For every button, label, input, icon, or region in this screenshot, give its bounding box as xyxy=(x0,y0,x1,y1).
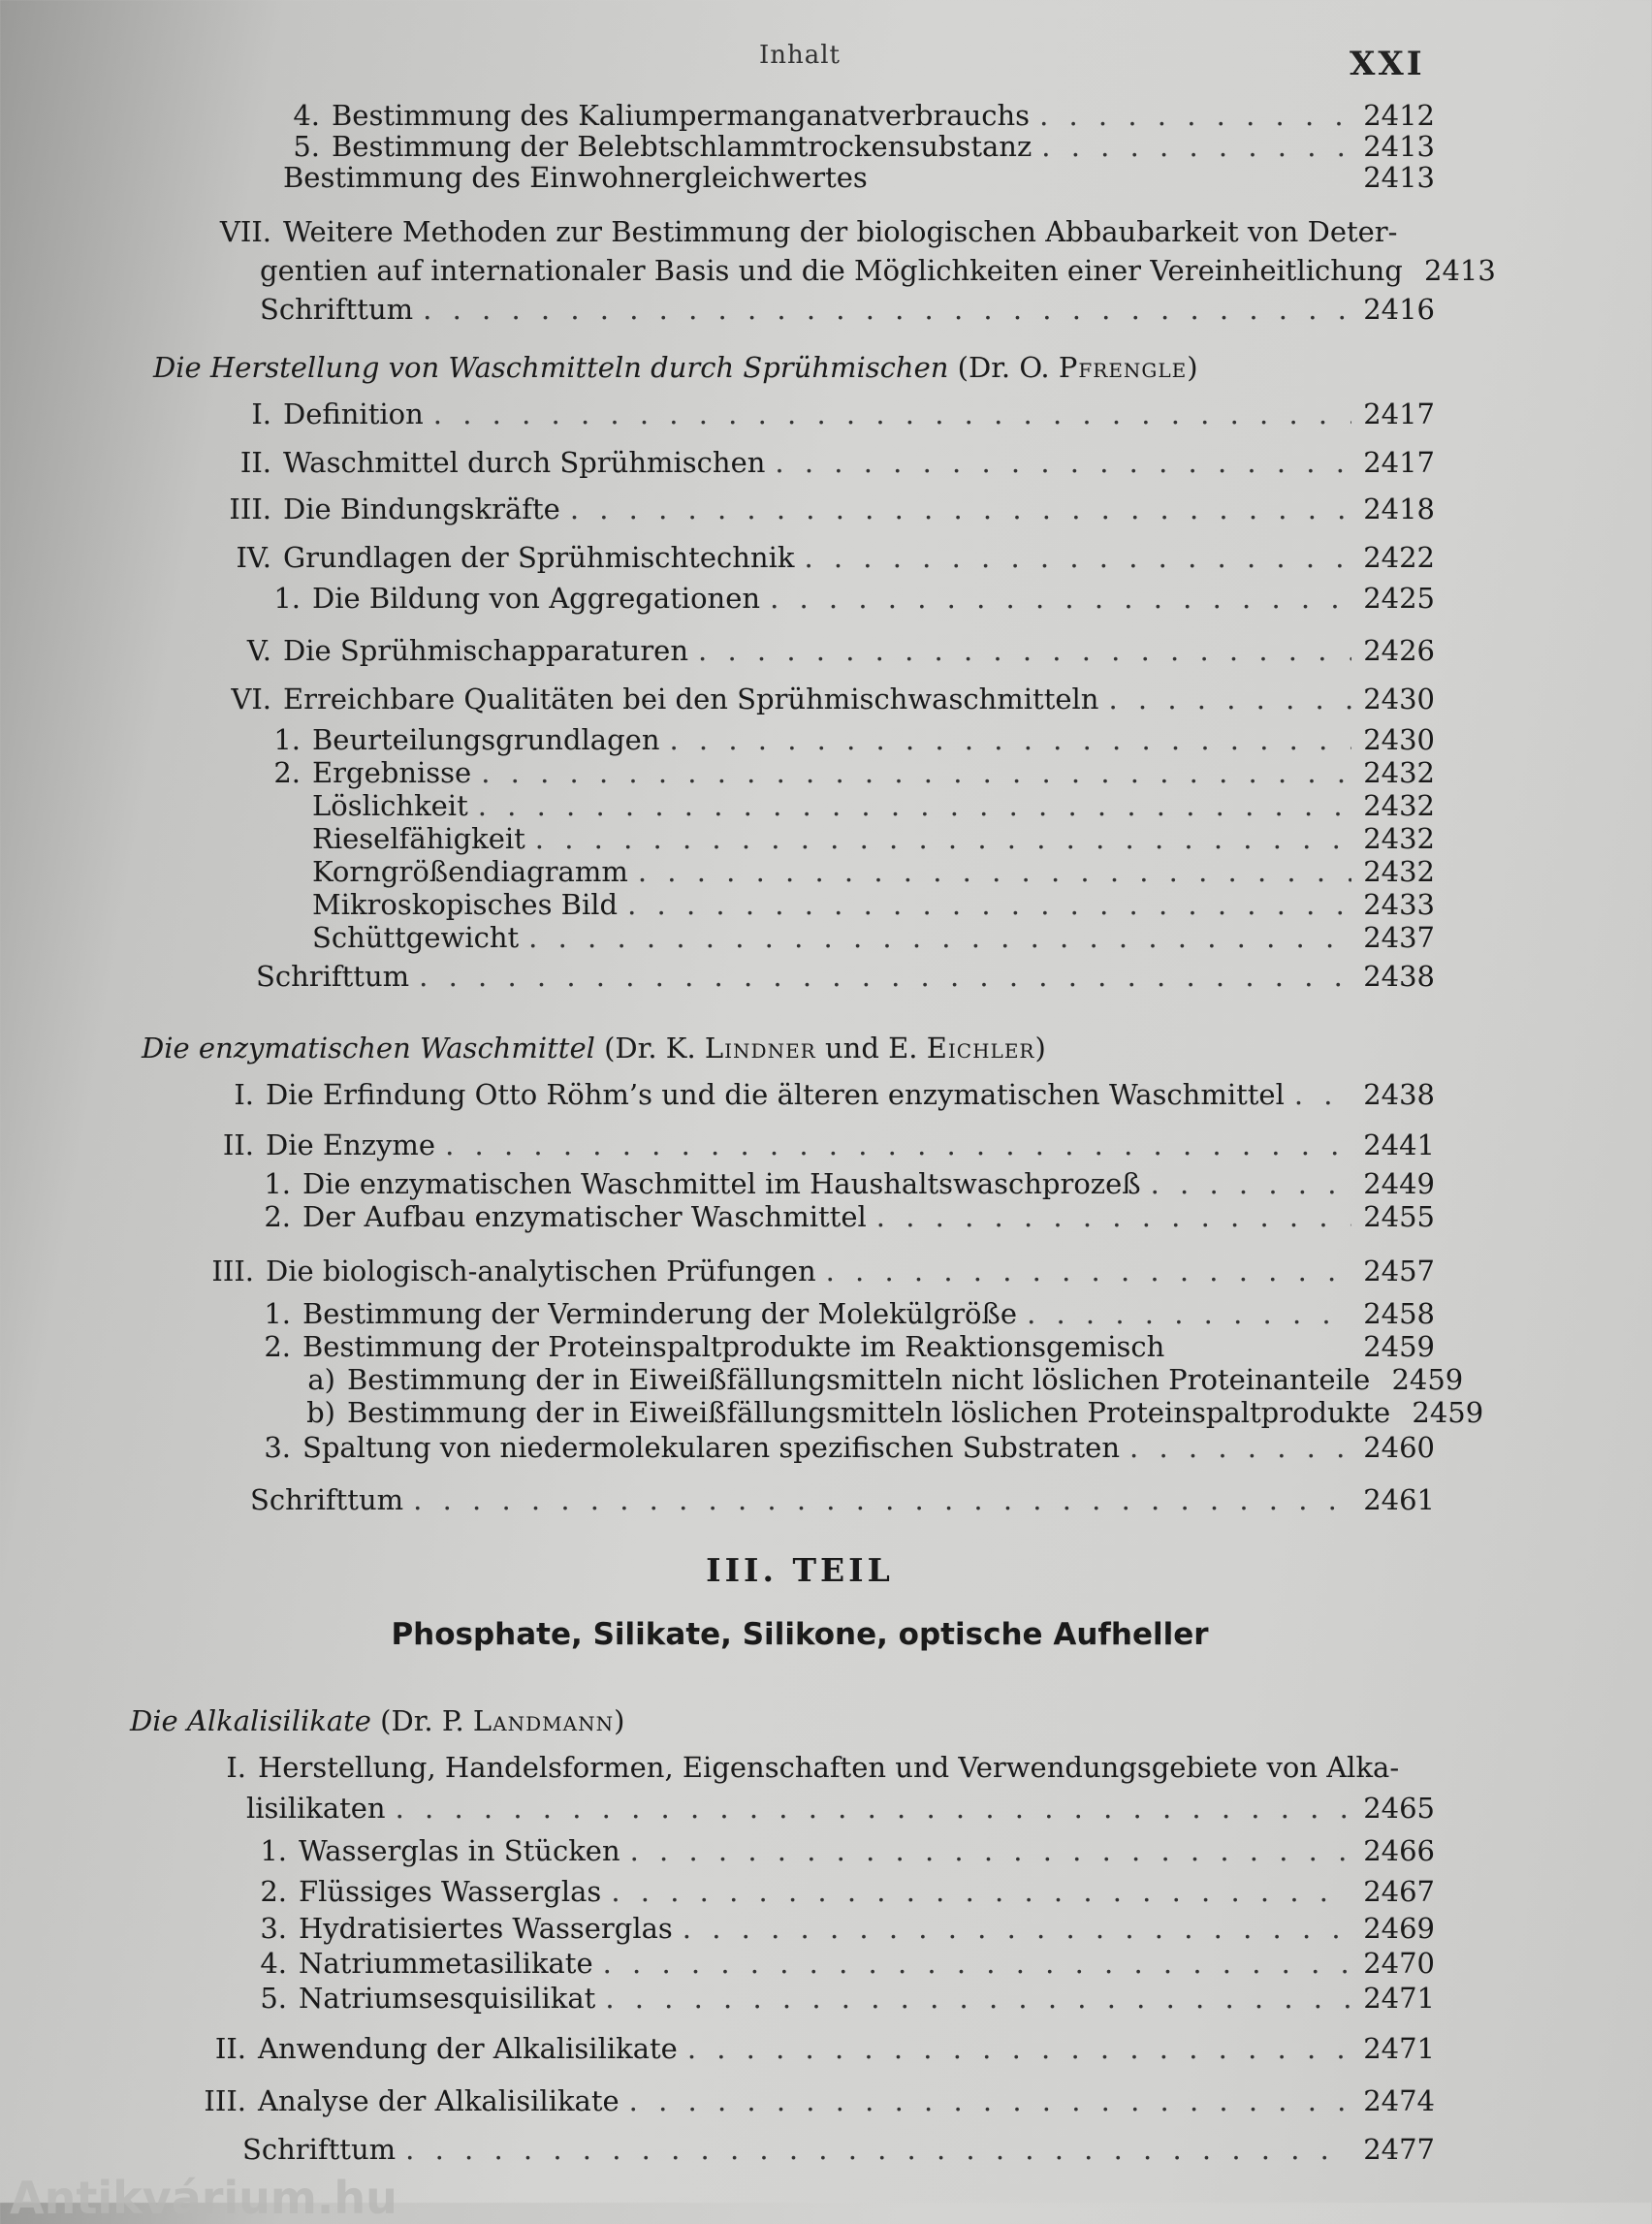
toc-entry-text: Der Aufbau enzymatischer Waschmittel xyxy=(302,1200,867,1233)
toc-entry-page: 2459 xyxy=(1391,1363,1464,1396)
toc-entry-text: Die Bildung von Aggregationen xyxy=(312,582,761,615)
toc-entry xyxy=(260,789,1435,822)
running-header-title: Inhalt xyxy=(758,41,842,70)
toc-entry-text: Beurteilungsgrundlagen xyxy=(312,723,660,756)
toc-entry-text: Mikroskopisches Bild xyxy=(312,888,619,921)
toc-entry-text: Schrifttum xyxy=(242,2133,397,2166)
toc-entry xyxy=(194,634,1435,667)
toc-entry xyxy=(250,1431,1435,1464)
toc-entry-page: 2466 xyxy=(1363,1834,1435,1867)
leader-dots xyxy=(481,756,1351,789)
part-subheading: Phosphate, Silikate, Silikone, optische Aufheller xyxy=(391,1617,1209,1652)
toc-entry xyxy=(246,1912,1435,1945)
toc-entry xyxy=(250,1200,1435,1233)
leader-dots xyxy=(413,1483,1351,1516)
author-name: Lindner xyxy=(704,1032,816,1064)
toc-entry-page: 2416 xyxy=(1363,293,1435,326)
toc-entry-text: Spaltung von niedermolekularen spezifischen Substraten xyxy=(302,1431,1121,1464)
toc-entry xyxy=(198,1751,1435,1784)
toc-entry xyxy=(184,1255,1435,1287)
toc-entry-number: VI. xyxy=(231,683,271,715)
page-number-roman: XXI xyxy=(1350,45,1425,83)
toc-entry-page: 2426 xyxy=(1363,634,1435,667)
leader-dots xyxy=(1151,1167,1351,1200)
leader-dots xyxy=(683,1912,1351,1945)
toc-entry xyxy=(260,822,1435,855)
toc-entry-number: V. xyxy=(246,634,271,667)
toc-entry-text: Die Erfindung Otto Röhm’s und die älteren enzymatischen Waschmittel xyxy=(266,1078,1285,1111)
toc-entry-number: 4. xyxy=(293,99,320,132)
author-mid: und E. xyxy=(824,1032,918,1064)
toc-entry-page: 2469 xyxy=(1363,1912,1435,1945)
toc-entry-page: 2470 xyxy=(1363,1947,1435,1980)
toc-entry-number: III. xyxy=(204,2084,246,2117)
toc-entry-text: Die biologisch-analytischen Prüfungen xyxy=(266,1255,816,1287)
toc-entry-number: II. xyxy=(222,1128,254,1161)
toc-entry-page: 2461 xyxy=(1363,1483,1435,1516)
toc-entry xyxy=(184,1128,1435,1161)
leader-dots xyxy=(826,1255,1351,1287)
toc-entry xyxy=(194,541,1435,574)
section-heading xyxy=(130,1704,624,1737)
toc-entry-number: I. xyxy=(251,397,271,430)
section-title: Die enzymatischen Waschmittel xyxy=(142,1032,595,1064)
toc-entry-number: I. xyxy=(226,1751,246,1784)
toc-entry-text: Schrifttum xyxy=(250,1483,404,1516)
author-name: Pfrengle xyxy=(1058,351,1188,384)
toc-entry xyxy=(246,1982,1435,2015)
toc-entry-text: Hydratisiertes Wasserglas xyxy=(299,1912,673,1945)
toc-entry-page: 2413 xyxy=(1424,254,1496,287)
toc-entry-text: Bestimmung der in Eiweißfällungsmitteln nicht löslichen Proteinanteile xyxy=(347,1363,1371,1396)
toc-entry-page: 2438 xyxy=(1363,960,1435,993)
toc-entry-page: 2433 xyxy=(1363,888,1435,921)
author-suffix: ) xyxy=(614,1704,625,1737)
author-prefix: (Dr. O. xyxy=(957,351,1050,384)
toc-entry-text: Schüttgewicht xyxy=(312,921,520,954)
author-suffix: ) xyxy=(1187,351,1198,384)
section-title: Die Alkalisilikate xyxy=(130,1704,371,1737)
toc-entry-number: b) xyxy=(306,1396,335,1429)
toc-entry xyxy=(260,254,1496,287)
toc-entry-number: 5. xyxy=(260,1982,287,2015)
toc-entry-page: 2418 xyxy=(1363,492,1435,525)
toc-entry-text: Grundlagen der Sprühmischtechnik xyxy=(283,541,795,574)
leader-dots xyxy=(1039,99,1351,132)
author-name: Landmann xyxy=(472,1704,615,1737)
toc-entry-number: 1. xyxy=(260,1834,287,1867)
toc-entry xyxy=(260,921,1435,954)
toc-entry-page: 2417 xyxy=(1363,397,1435,430)
leader-dots xyxy=(611,1875,1351,1908)
toc-entry-page: 2413 xyxy=(1363,161,1435,194)
toc-entry-number: 1. xyxy=(273,723,301,756)
author-suffix: ) xyxy=(1034,1032,1046,1064)
toc-entry-text: gentien auf internationaler Basis und die Möglichkeiten einer Vereinheitlichung xyxy=(260,254,1403,287)
toc-entry xyxy=(194,446,1435,479)
toc-entry-page: 2460 xyxy=(1363,1431,1435,1464)
toc-entry-number: a) xyxy=(307,1363,335,1396)
toc-entry xyxy=(256,960,1435,993)
leader-dots xyxy=(629,2084,1351,2117)
part-heading: III. TEIL xyxy=(706,1551,894,1589)
leader-dots xyxy=(670,723,1352,756)
leader-dots xyxy=(876,1200,1351,1233)
leader-dots xyxy=(1129,1431,1351,1464)
toc-entry xyxy=(260,723,1435,756)
toc-entry-text: Korngrößendiagramm xyxy=(312,855,628,888)
section-heading xyxy=(142,1032,1046,1064)
section-title: Die Herstellung von Waschmitteln durch Sprühmischen xyxy=(153,351,949,384)
toc-entry-page: 2471 xyxy=(1363,1982,1435,2015)
toc-entry-text: Analyse der Alkalisilikate xyxy=(258,2084,620,2117)
toc-entry-page: 2458 xyxy=(1363,1297,1435,1330)
toc-entry xyxy=(260,888,1435,921)
toc-entry-text: Definition xyxy=(283,397,424,430)
leader-dots xyxy=(687,2032,1351,2065)
toc-entry-text: Weitere Methoden zur Bestimmung der biologischen Abbaubarkeit von Deter- xyxy=(283,215,1398,248)
toc-entry-page: 2474 xyxy=(1363,2084,1435,2117)
leader-dots xyxy=(638,855,1351,888)
toc-entry-page: 2457 xyxy=(1363,1255,1435,1287)
toc-entry-text: Bestimmung der in Eiweißfällungsmitteln löslichen Proteinspaltprodukte xyxy=(347,1396,1391,1429)
toc-entry xyxy=(250,1167,1435,1200)
leader-dots xyxy=(1294,1078,1351,1111)
toc-entry-text: Bestimmung des Kaliumpermanganatverbrauchs xyxy=(332,99,1031,132)
toc-entry-text: Bestimmung der Proteinspaltprodukte im Reaktionsgemisch xyxy=(302,1330,1165,1363)
toc-entry xyxy=(194,492,1435,525)
leader-dots xyxy=(775,446,1351,479)
toc-entry xyxy=(175,2032,1435,2065)
leader-dots xyxy=(804,541,1351,574)
leader-dots xyxy=(478,789,1351,822)
toc-entry-text: Erreichbare Qualitäten bei den Sprühmischwaschmitteln xyxy=(283,683,1099,715)
leader-dots xyxy=(570,492,1351,525)
leader-dots xyxy=(405,2133,1351,2166)
toc-entry-text: Die enzymatischen Waschmittel im Haushaltswaschprozeß xyxy=(302,1167,1141,1200)
toc-entry-text: Löslichkeit xyxy=(312,789,468,822)
leader-dots xyxy=(1108,683,1351,715)
watermark: Antikvárium.hu xyxy=(10,2172,397,2224)
toc-entry-page: 2441 xyxy=(1363,1128,1435,1161)
toc-entry-text: Flüssiges Wasserglas xyxy=(299,1875,602,1908)
leader-dots xyxy=(433,397,1351,430)
toc-entry-page: 2432 xyxy=(1363,855,1435,888)
toc-entry xyxy=(194,397,1435,430)
toc-entry xyxy=(260,582,1435,615)
toc-entry-number: 4. xyxy=(260,1947,287,1980)
toc-entry-page: 2432 xyxy=(1363,822,1435,855)
toc-entry xyxy=(295,1396,1484,1429)
toc-entry-text: Ergebnisse xyxy=(312,756,472,789)
toc-entry-text: Natriumsesquisilikat xyxy=(299,1982,596,2015)
toc-entry-number: 1. xyxy=(264,1297,291,1330)
toc-entry xyxy=(260,855,1435,888)
leader-dots xyxy=(419,960,1351,993)
toc-entry xyxy=(175,215,1435,248)
toc-entry-text: Die Sprühmischapparaturen xyxy=(283,634,689,667)
leader-dots xyxy=(630,1834,1351,1867)
leader-dots xyxy=(627,888,1351,921)
toc-entry-text: Herstellung, Handelsformen, Eigenschaften und Verwendungsgebiete von Alka- xyxy=(258,1751,1400,1784)
leader-dots xyxy=(445,1128,1351,1161)
leader-dots xyxy=(603,1947,1351,1980)
toc-entry-number: VII. xyxy=(219,215,271,248)
toc-entry-page: 2432 xyxy=(1363,756,1435,789)
toc-entry-number: III. xyxy=(211,1255,254,1287)
leader-dots xyxy=(605,1982,1351,2015)
toc-entry-page: 2432 xyxy=(1363,789,1435,822)
toc-entry-number: II. xyxy=(214,2032,246,2065)
toc-entry-text: Bestimmung des Einwohnergleichwertes xyxy=(283,161,868,194)
leader-dots xyxy=(396,1792,1351,1825)
toc-entry-number: II. xyxy=(239,446,271,479)
toc-entry-page: 2412 xyxy=(1363,99,1435,132)
toc-entry xyxy=(250,1483,1435,1516)
toc-entry-number: 2. xyxy=(273,756,301,789)
toc-entry xyxy=(184,1078,1435,1111)
toc-entry xyxy=(223,130,1435,163)
toc-entry-number: III. xyxy=(229,492,271,525)
toc-entry xyxy=(246,1947,1435,1980)
toc-entry-page: 2425 xyxy=(1363,582,1435,615)
toc-entry-number: 2. xyxy=(264,1330,291,1363)
toc-entry-text: Wasserglas in Stücken xyxy=(299,1834,620,1867)
toc-entry-page: 2437 xyxy=(1363,921,1435,954)
toc-entry-text: Schrifttum xyxy=(256,960,410,993)
toc-entry xyxy=(223,99,1435,132)
toc-entry-page: 2477 xyxy=(1363,2133,1435,2166)
toc-entry-number: 2. xyxy=(260,1875,287,1908)
toc-entry-text: Waschmittel durch Sprühmischen xyxy=(283,446,766,479)
toc-entry-page: 2417 xyxy=(1363,446,1435,479)
toc-entry-number: 2. xyxy=(264,1200,291,1233)
author-prefix: (Dr. K. xyxy=(604,1032,696,1064)
toc-entry-number: 1. xyxy=(264,1167,291,1200)
toc-entry-number: I. xyxy=(234,1078,254,1111)
leader-dots xyxy=(528,921,1351,954)
toc-entry xyxy=(165,2084,1435,2117)
author-prefix: (Dr. P. xyxy=(380,1704,464,1737)
leader-dots xyxy=(423,293,1351,326)
toc-entry xyxy=(246,1875,1435,1908)
toc-entry-page: 2471 xyxy=(1363,2032,1435,2065)
leader-dots xyxy=(535,822,1351,855)
toc-entry xyxy=(223,161,1435,194)
toc-entry-text: Anwendung der Alkalisilikate xyxy=(258,2032,678,2065)
toc-entry-number: 5. xyxy=(293,130,320,163)
toc-entry-page: 2430 xyxy=(1363,683,1435,715)
toc-entry xyxy=(194,683,1435,715)
toc-entry-number: IV. xyxy=(236,541,271,574)
author-name: Eichler xyxy=(926,1032,1035,1064)
toc-entry-page: 2459 xyxy=(1363,1330,1435,1363)
toc-entry-text: Bestimmung der Belebtschlammtrockensubstanz xyxy=(332,130,1032,163)
toc-entry-text: Natriummetasilikate xyxy=(299,1947,593,1980)
toc-entry xyxy=(250,1297,1435,1330)
toc-entry-text: Die Enzyme xyxy=(266,1128,436,1161)
toc-entry-page: 2430 xyxy=(1363,723,1435,756)
toc-entry-text: lisilikaten xyxy=(246,1792,386,1825)
toc-entry-page: 2413 xyxy=(1363,130,1435,163)
toc-entry xyxy=(246,1834,1435,1867)
toc-entry-page: 2438 xyxy=(1363,1078,1435,1111)
toc-entry-number: 3. xyxy=(260,1912,287,1945)
toc-entry-text: Bestimmung der Verminderung der Molekülgröße xyxy=(302,1297,1018,1330)
toc-entry xyxy=(242,2133,1435,2166)
toc-entry-page: 2465 xyxy=(1363,1792,1435,1825)
leader-dots xyxy=(1041,130,1351,163)
toc-entry xyxy=(250,1330,1435,1363)
toc-entry-number: 1. xyxy=(273,582,301,615)
toc-entry-page: 2422 xyxy=(1363,541,1435,574)
toc-entry-number: 3. xyxy=(264,1431,291,1464)
toc-entry-text: Die Bindungskräfte xyxy=(283,492,560,525)
toc-entry xyxy=(295,1363,1464,1396)
toc-entry xyxy=(260,756,1435,789)
section-heading xyxy=(153,351,1198,384)
toc-entry xyxy=(260,293,1435,326)
toc-entry-page: 2467 xyxy=(1363,1875,1435,1908)
toc-entry-page: 2455 xyxy=(1363,1200,1435,1233)
toc-entry xyxy=(246,1792,1435,1825)
toc-entry-page: 2449 xyxy=(1363,1167,1435,1200)
leader-dots xyxy=(770,582,1351,615)
toc-entry-text: Schrifttum xyxy=(260,293,414,326)
leader-dots xyxy=(1027,1297,1351,1330)
leader-dots xyxy=(698,634,1351,667)
toc-entry-text: Rieselfähigkeit xyxy=(312,822,525,855)
toc-entry-page: 2459 xyxy=(1412,1396,1484,1429)
